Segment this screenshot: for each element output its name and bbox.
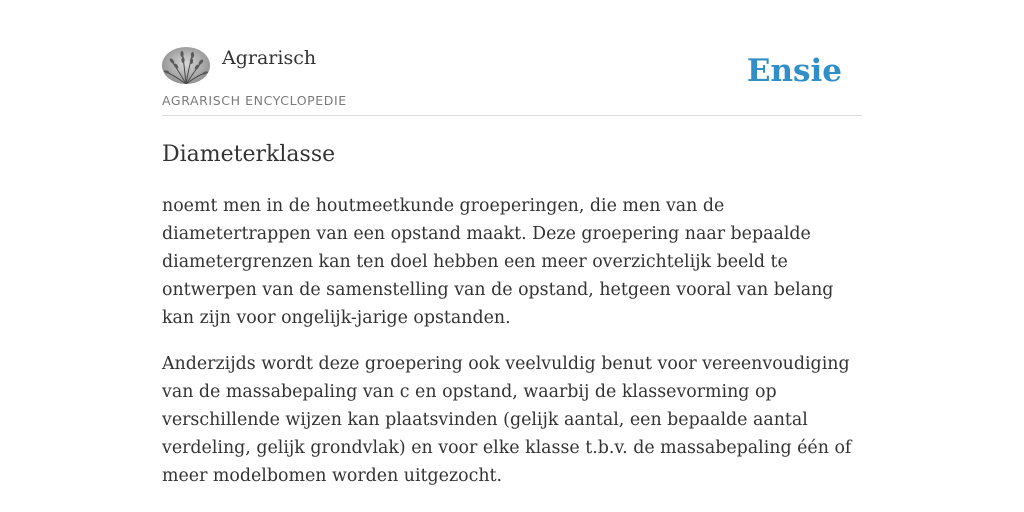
article-body [162, 192, 862, 508]
site-name[interactable]: Agrarisch [222, 47, 317, 69]
wheat-icon[interactable] [162, 47, 210, 84]
site-subtitle: AGRARISCH ENCYCLOPEDIE [162, 93, 347, 108]
article-paragraph: Anderzijds wordt deze groepering ook veelvuldig benut voor vereenvoudiging van de massabepaling van c en opstand, waarbij de klassevorming op verschillende wijzen kan plaatsvinden (gelijk aantal, een bepaalde aantal verdeling, gelijk grondvlak) en voor elke klasse t.b.v. de massabepaling één of meer modelbomen worden uitgezocht. [162, 354, 852, 486]
page-title: Diameterklasse [162, 142, 336, 167]
brand-logo[interactable]: Ensie [746, 53, 842, 89]
site-header [162, 44, 862, 116]
article-paragraph: noemt men in de houtmeetkunde groeperingen, die men van de diametertrappen van een opstand maakt. Deze groepering naar bepaalde diametergrenzen kan ten doel hebben een meer overzichtelijk beeld te ontwerpen van de samenstelling van de opstand, hetgeen vooral van belang kan zijn voor ongelijk-jarige opstanden. [162, 196, 834, 328]
